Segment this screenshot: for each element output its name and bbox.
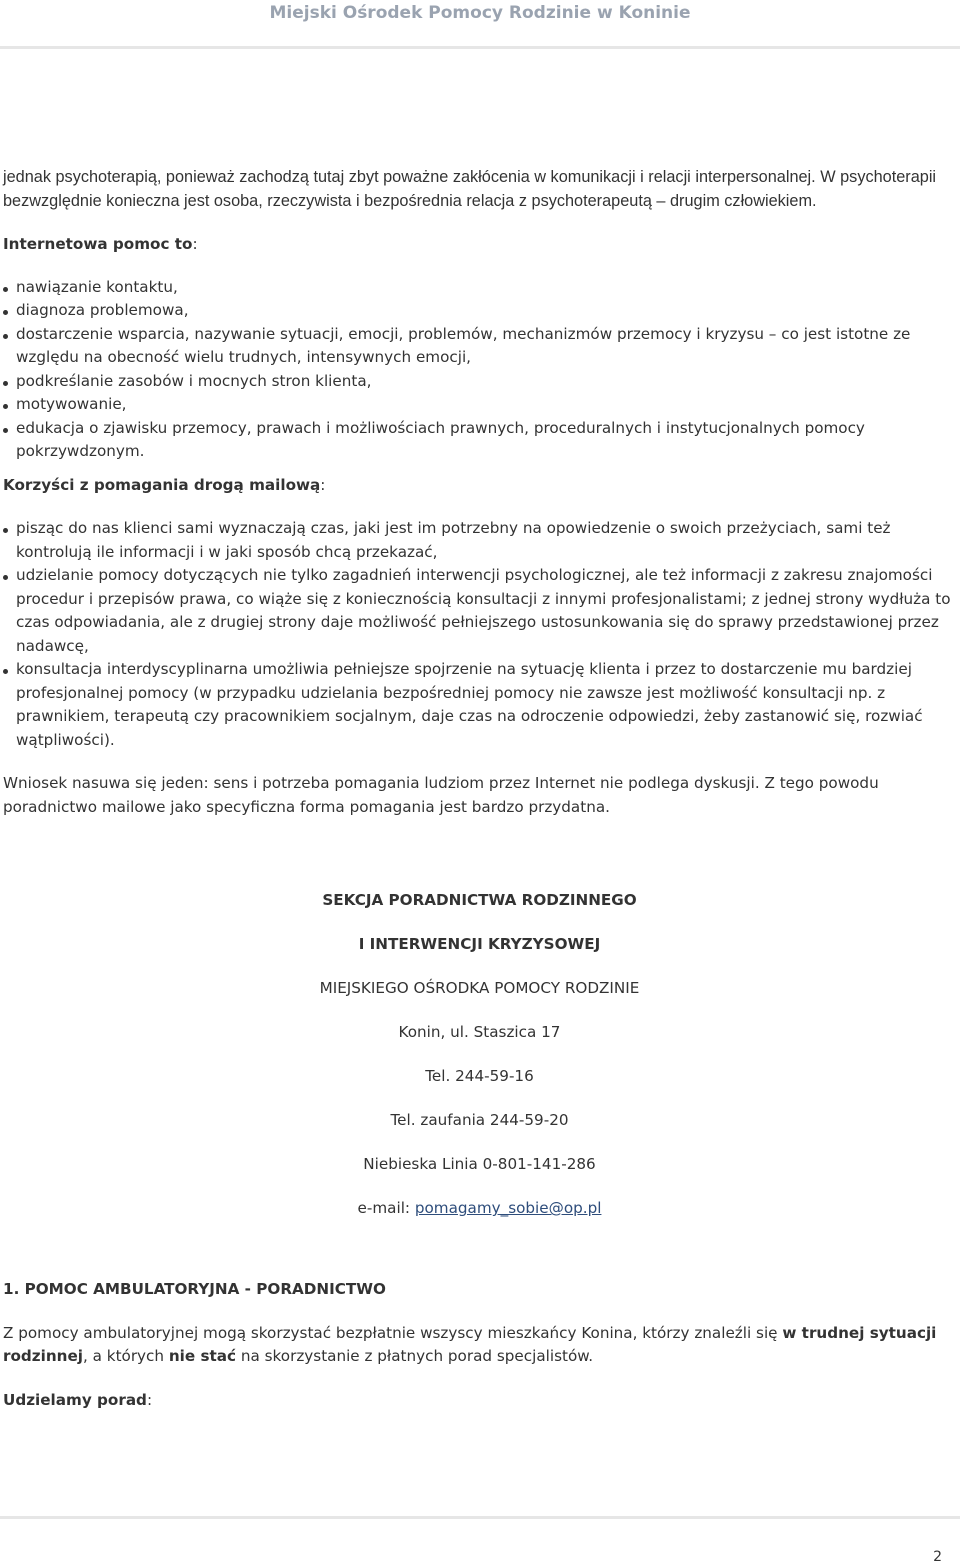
ambulatory-paragraph: [3, 1322, 956, 1369]
internet-help-list: [3, 276, 956, 464]
advice-heading-text: Udzielamy porad: [3, 1390, 147, 1409]
contact-blue-line: Niebieska Linia 0-801-141-286: [363, 1155, 596, 1174]
list-item: dostarczenie wsparcia, nazywanie sytuacji, emocji, problemów, mechanizmów przemocy i kryzysu – co jest istotne ze względu na obecność wielu trudnych, intensywnych emocji,: [3, 323, 956, 370]
list-item: nawiązanie kontaktu,: [3, 276, 956, 300]
list-item: diagnoza problemowa,: [3, 299, 956, 323]
contact-organization: MIEJSKIEGO OŚRODKA POMOCY RODZINIE: [319, 979, 640, 998]
bold-span: w trudnej sytuacji rodzinnej: [3, 1323, 937, 1366]
list-item: pisząc do nas klienci sami wyznaczają czas, jaki jest im potrzebny na opowiedzenie o swoich przeżyciach, sami też kontrolują ile informacji i w jaki sposób chcą przekazać,: [3, 517, 956, 564]
contact-section-name: [3, 878, 956, 922]
footer-divider: [0, 1516, 960, 1519]
benefits-heading-colon: :: [320, 475, 326, 494]
contact-line-2: I INTERWENCJI KRYZYSOWEJ: [358, 935, 601, 954]
text-span: na skorzystanie z płatnych porad specjalistów.: [236, 1347, 594, 1366]
advice-heading: [3, 1389, 956, 1413]
list-item: udzielanie pomocy dotyczących nie tylko zagadnień interwencji psychologicznej, ale też informacji z zakresu znajomości procedur i przepisów prawa, co wiąże się z koniecznością konsultacji z innymi profesjonalistami; z jednej strony wydłuża to czas odpowiadania, ale z drugiej strony daje możliwość pełniejszego ustosunkowania się do sprawy przedstawionej przez nadawcę,: [3, 564, 956, 658]
list-item: podkreślanie zasobów i mocnych stron klienta,: [3, 370, 956, 394]
contact-trust-phone: Tel. zaufania 244-59-20: [390, 1111, 569, 1130]
list-item: edukacja o zjawisku przemocy, prawach i możliwościach prawnych, proceduralnych i instytucjonalnych pomocy pokrzywdzonym.: [3, 417, 956, 464]
email-label: e-mail:: [357, 1199, 415, 1218]
page-header: [0, 0, 960, 49]
text-span: , a których: [82, 1347, 169, 1366]
conclusion-paragraph: Wniosek nasuwa się jeden: sens i potrzeba pomagania ludziom przez Internet nie podlega dyskusji. Z tego powodu poradnictwo mailowe jako specyficzna forma pomagania jest bardzo przydatna.: [3, 774, 879, 816]
section-title: 1. POMOC AMBULATORYJNA - PORADNICTWO: [3, 1280, 386, 1299]
internet-help-heading: [3, 233, 956, 257]
intro-paragraph: jednak psychoterapią, ponieważ zachodzą tutaj zbyt poważne zakłócenia w komunikacji i relacji interpersonalnej. W psychoterapii bezwzględnie konieczna jest osoba, rzeczywista i bezpośrednia relacja z psychoterapeutą – drugim człowiekiem.: [3, 168, 937, 210]
internet-help-heading-text: Internetowa pomoc to: [3, 235, 193, 254]
list-item: motywowanie,: [3, 393, 956, 417]
contact-section-name-2: [3, 922, 956, 966]
internet-help-heading-colon: :: [192, 235, 198, 254]
list-item: konsultacja interdyscyplinarna umożliwia pełniejsze spojrzenie na sytuację klienta i przez to dostarczenie mu bardziej profesjonalnej pomocy (w przypadku udzielania bezpośredniej pomocy nie zawsze jest możliwość konsultacji np. z prawnikiem, terapeutą czy pracownikiem socjalnym, daje czas na odroczenie odpowiedzi, żeby zastanowić się, rozwiać wątpliwości).: [3, 658, 956, 752]
bold-span: nie stać: [168, 1347, 237, 1366]
email-link[interactable]: pomagamy_sobie@op.pl: [414, 1199, 602, 1218]
contact-phone: Tel. 244-59-16: [425, 1067, 534, 1086]
benefits-heading: [3, 474, 956, 498]
contact-line-1: SEKCJA PORADNICTWA RODZINNEGO: [322, 891, 637, 910]
document-content: [3, 166, 956, 1412]
benefits-heading-text: Korzyści z pomagania drogą mailową: [3, 475, 321, 494]
text-span: Z pomocy ambulatoryjnej mogą skorzystać bezpłatnie wszyscy mieszkańcy Konina, którzy znaleźli się: [3, 1323, 783, 1342]
contact-block: [3, 878, 956, 1230]
contact-email-row: [3, 1186, 956, 1230]
benefits-list: [3, 517, 956, 752]
advice-heading-colon: :: [146, 1390, 153, 1409]
page-number: 2: [933, 1549, 942, 1565]
header-title: Miejski Ośrodek Pomocy Rodzinie w Koninie: [269, 3, 691, 23]
contact-address: Konin, ul. Staszica 17: [398, 1023, 561, 1042]
